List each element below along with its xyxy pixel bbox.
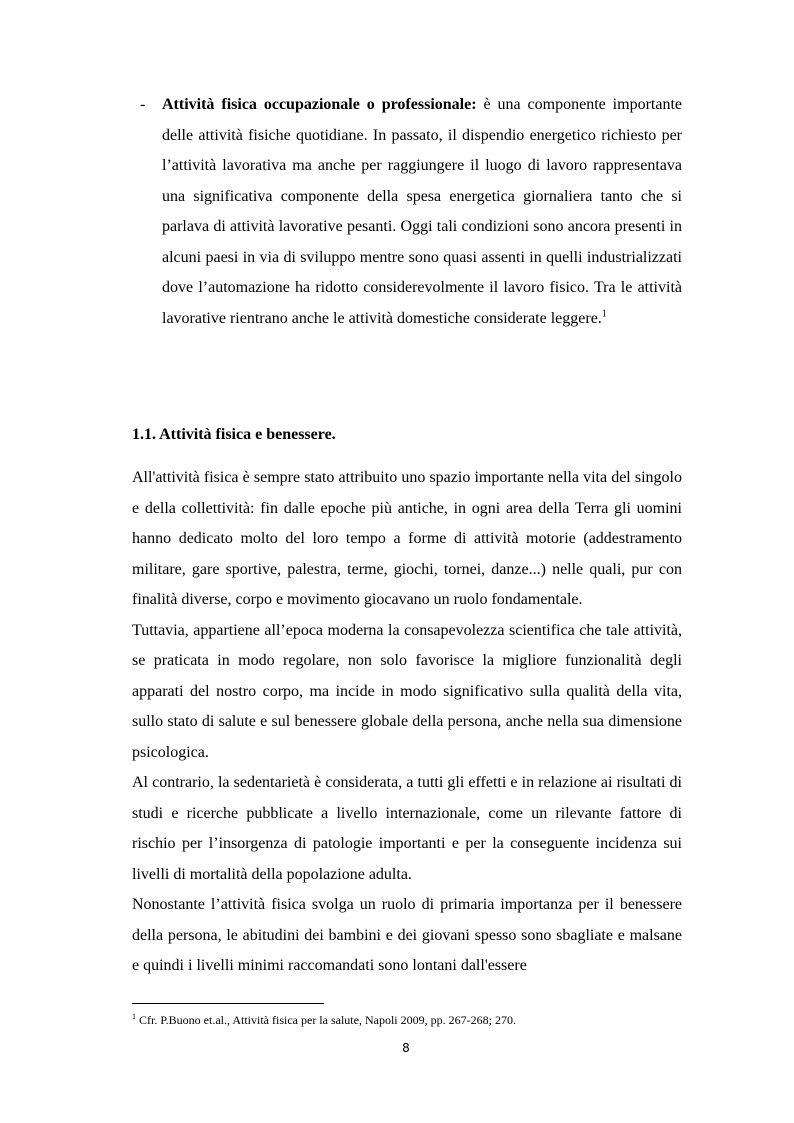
paragraph: Nonostante l’attività fisica svolga un ruolo di primaria importanza per il benessere della persona, le abitudini dei bambini e dei giovani spesso sono sbagliate e malsane e quindi i livelli minimi raccomandati sono lontani dall'essere [132, 896, 682, 974]
footnote-text: Cfr. P.Buono et.al., Attività fisica per la salute, Napoli 2009, pp. 267-268; 270. [136, 1013, 516, 1027]
bullet-body: è una componente importante delle attività fisiche quotidiane. In passato, il dispendio energetico richiesto per l’attività lavorativa ma anche per raggiungere il luogo di lavoro rappresentava una significativa componente della spesa energetica giornaliera tanto che si parlava di attività lavorative pesanti. Oggi tali condizioni sono ancora presenti in alcuni paesi in via di sviluppo mentre sono quasi assenti in quelli industrializzati dove l’automazione ha ridotto considerevolmente il lavoro fisico. Tra le attività lavorative rientrano anche le attività domestiche considerate leggere. [162, 96, 682, 327]
paragraph: Tuttavia, appartiene all’epoca moderna la consapevolezza scientifica che tale attività, se praticata in modo regolare, non solo favorisce la migliore funzionalità degli apparati del nostro corpo, ma incide in modo significativo sulla qualità della vita, sullo stato di salute e sul benessere globale della persona, anche nella sua dimensione psicologica. [132, 621, 682, 761]
page-number: 8 [402, 1041, 410, 1055]
footnote-reference[interactable]: 1 [601, 308, 607, 320]
footnote [132, 1012, 692, 1028]
bullet-text [162, 90, 682, 334]
footnote-divider [132, 1003, 324, 1004]
footnote-number: 1 [132, 1012, 136, 1021]
bullet-dash: - [140, 96, 146, 113]
paragraph: Al contrario, la sedentarietà è considerata, a tutti gli effetti e in relazione ai risultati di studi e ricerche pubblicate a livello internazionale, come un rilevante fattore di rischio per l’insorgenza di patologie importanti e per la conseguente incidenza sui livelli di mortalità della popolazione adulta. [132, 774, 682, 883]
section-heading: 1.1. Attività fisica e benessere. [132, 426, 336, 443]
bullet-term: Attività fisica occupazionale o professionale: [162, 96, 477, 113]
body-text [132, 463, 682, 982]
paragraph: All'attività fisica è sempre stato attribuito uno spazio importante nella vita del singolo e della collettività: fin dalle epoche più antiche, in ogni area della Terra gli uomini hanno dedicato molto del loro tempo a forme di attività motorie (addestramento militare, gare sportive, palestra, terme, giochi, tornei, danze...) nelle quali, pur con finalità diverse, corpo e movimento giocavano un ruolo fondamentale. [132, 469, 682, 608]
